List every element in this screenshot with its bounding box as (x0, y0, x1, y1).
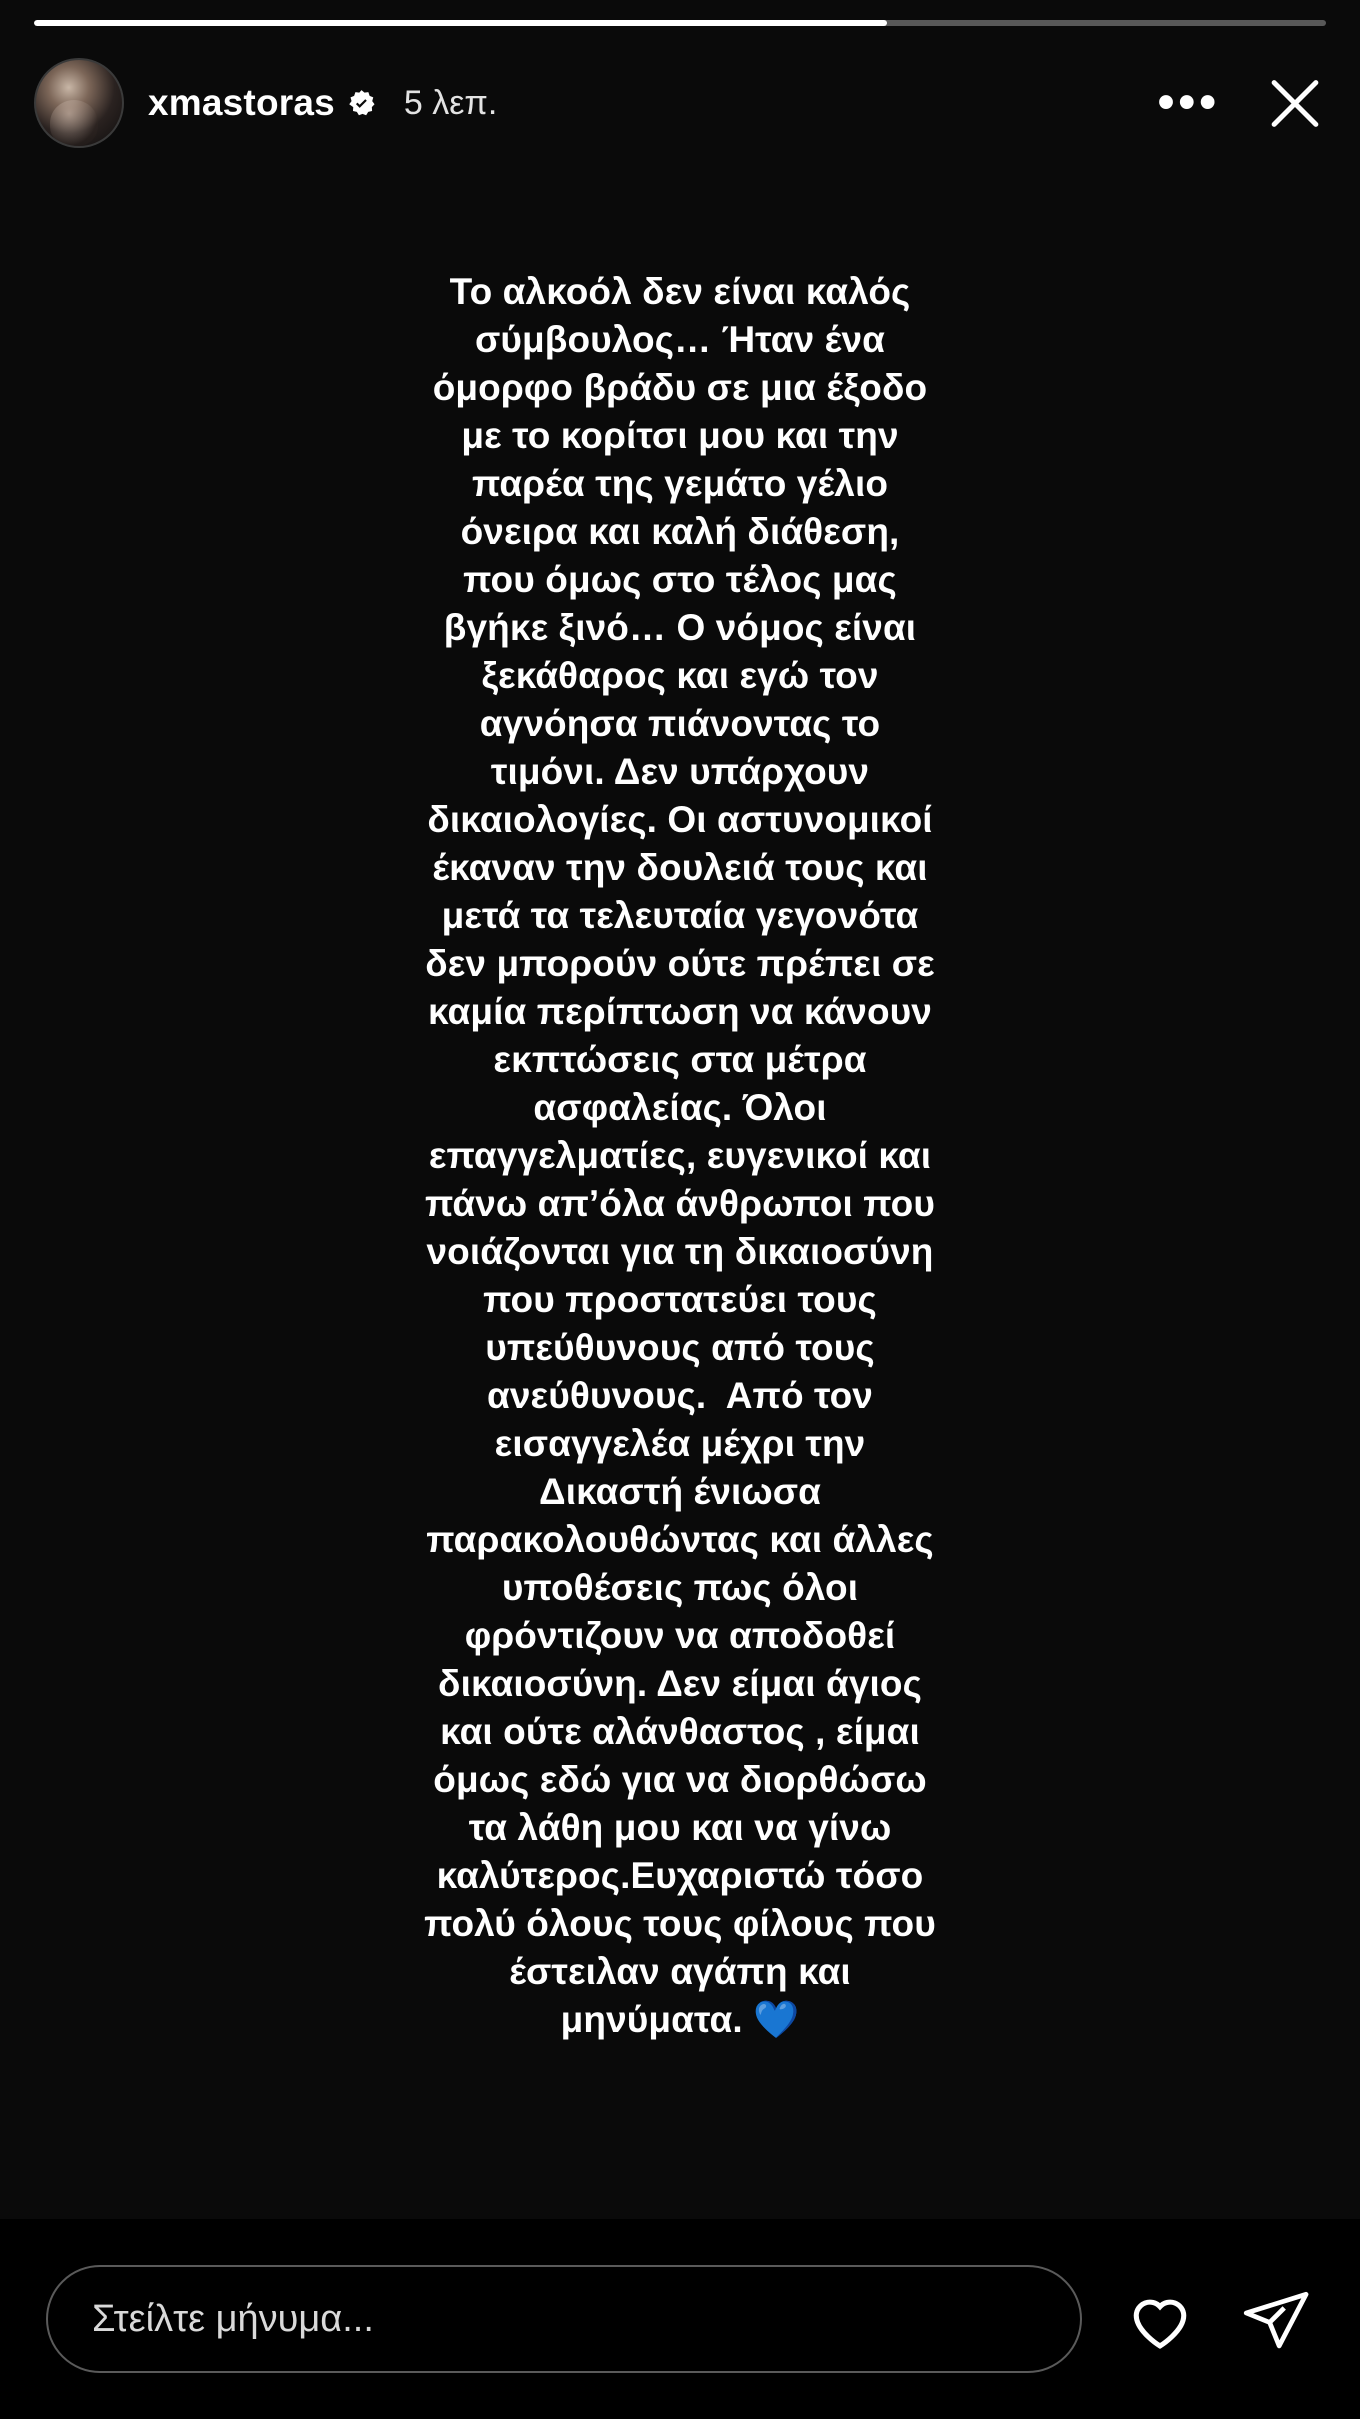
story-footer (0, 2219, 1360, 2419)
story-progress-bar[interactable] (34, 20, 1326, 26)
close-icon[interactable] (1260, 68, 1330, 138)
message-input[interactable] (46, 2265, 1082, 2373)
story-content[interactable] (0, 268, 1360, 2216)
username-label[interactable]: xmastoras (148, 82, 335, 123)
story-text: Το αλκοόλ δεν είναι καλός σύμβουλος… Ήταν ένα όμορφο βράδυ σε μια έξοδο με το κορίτσι μου και την παρέα της γεμάτο γέλιο όνειρα και καλή διάθεση, που όμως στο τέλος μας βγήκε ξινό… Ο νόμος είναι ξεκάθαρος και εγώ τον αγνόησα πιάνοντας το τιμόνι. Δεν υπάρχουν δικαιολογίες. Οι αστυνομικοί έκαναν την δουλειά τους και μετά τα τελευταία γεγονότα δεν μπορούν ούτε πρέπει σε καμία περίπτωση να κάνουν εκπτώσεις στα μέτρα ασφαλείας. Όλοι επαγγελματίες, ευγενικοί και πάνω απ’όλα άνθρωποι που νοιάζονται για τη δικαιοσύνη που προστατεύει τους υπεύθυνους από τους ανεύθυνους. Από τον εισαγγελέα μέχρι την Δικαστή ένιωσα παρακολουθώντας και άλλες υποθέσεις πως όλοι φρόντιζουν να αποδοθεί δικαιοσύνη. Δεν είμαι άγιος και ούτε αλάνθαστος , είμαι όμως εδώ για να διορθώσω τα λάθη μου και να γίνω καλύτερος.Ευχαριστώ τόσο πολύ όλους τους φίλους που έστειλαν αγάπη και μηνύματα. 💙 (424, 271, 947, 2040)
story-header (34, 58, 1330, 148)
heart-icon[interactable] (1122, 2281, 1198, 2357)
send-icon[interactable] (1238, 2281, 1314, 2357)
more-options-icon[interactable]: ••• (1157, 76, 1220, 129)
verified-badge-icon (346, 88, 377, 119)
avatar[interactable] (34, 58, 124, 148)
timestamp-label: 5 λεπ. (403, 83, 498, 122)
progress-fill (34, 20, 887, 26)
progress-track (34, 20, 1326, 26)
